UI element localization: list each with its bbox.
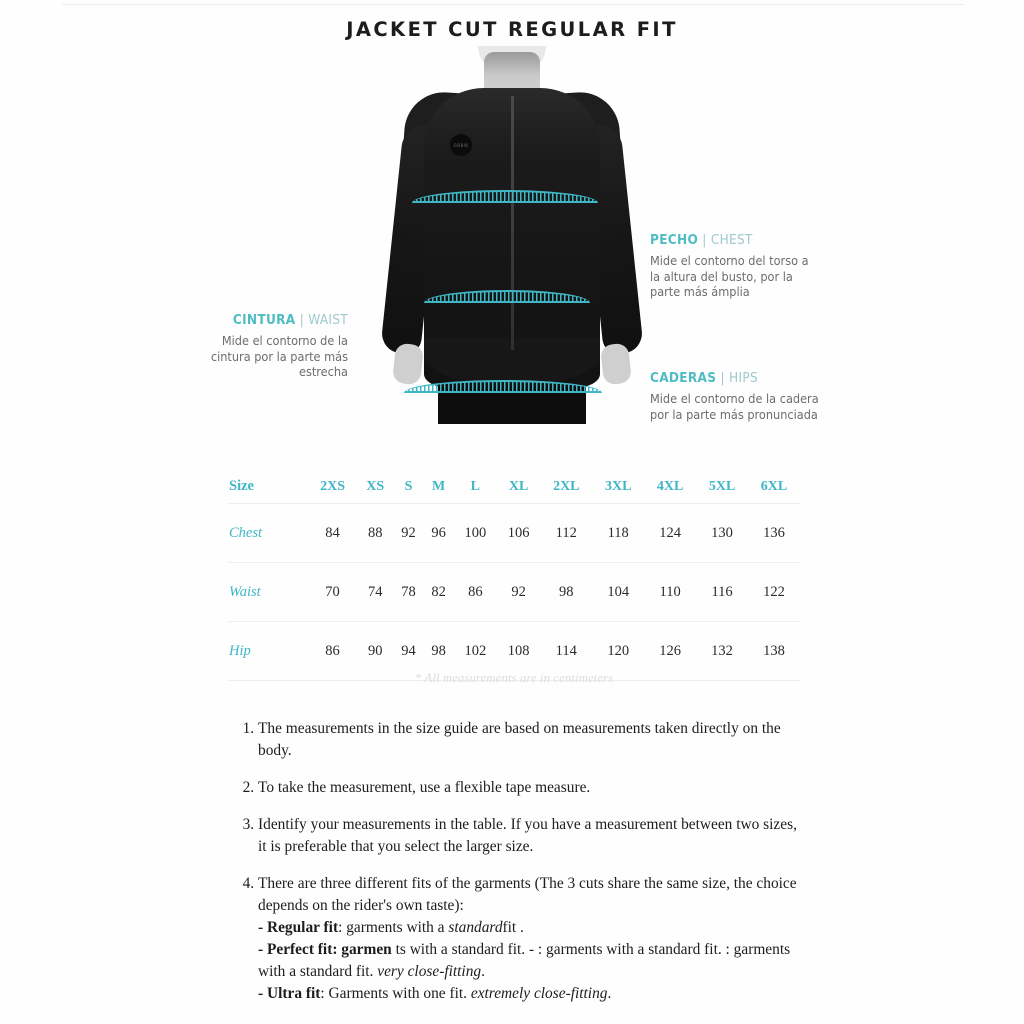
callout-hips-separator: | — [716, 370, 730, 386]
measurement-cell: 104 — [592, 563, 644, 622]
measurement-cell: 98 — [424, 622, 454, 681]
measurement-cell: 112 — [540, 504, 592, 563]
callout-hips-body: Mide el contorno de la cadera por la parte más pronunciada — [650, 391, 819, 422]
callout-waist-label-en: WAIST — [308, 312, 348, 328]
size-column-header: S — [393, 450, 423, 504]
callout-waist-heading — [196, 312, 348, 328]
measurement-cell: 122 — [748, 563, 800, 622]
page-title: JACKET CUT REGULAR FIT — [346, 18, 678, 41]
size-column-header: 4XL — [644, 450, 696, 504]
fit-regular-italic: standard — [448, 919, 503, 936]
measurement-row-label: Waist — [228, 563, 308, 622]
hand-left-shape — [392, 343, 424, 386]
callout-hips-label-es: CADERAS — [650, 370, 717, 386]
size-column-header: 6XL — [748, 450, 800, 504]
brand-logo-icon — [450, 134, 472, 156]
measurement-cell: 78 — [393, 563, 423, 622]
size-column-header: 2XL — [540, 450, 592, 504]
top-divider — [62, 4, 964, 5]
garment-figure — [0, 52, 1024, 424]
size-column-header: L — [454, 450, 497, 504]
measurement-cell: 94 — [393, 622, 423, 681]
callout-chest — [650, 232, 810, 300]
measurement-cell: 132 — [696, 622, 748, 681]
fit-regular-label: - Regular fit — [258, 919, 339, 936]
fits-intro: There are three different fits of the garments (The 3 cuts share the same size, the choice depends on the rider's own taste): — [258, 875, 797, 914]
size-column-header: 5XL — [696, 450, 748, 504]
measurement-row-label: Chest — [228, 504, 308, 563]
zipper-icon — [511, 96, 514, 350]
callout-hips — [650, 370, 820, 422]
size-table-row — [228, 504, 800, 563]
callout-waist-body: Mide el contorno de la cintura por la parte más estrecha — [210, 333, 348, 379]
callout-waist — [196, 312, 348, 380]
size-column-header: XS — [357, 450, 393, 504]
fit-perfect-label: - Perfect fit: garmen — [258, 941, 392, 958]
callout-chest-separator: | — [698, 232, 711, 248]
measurement-cell: 74 — [357, 563, 393, 622]
measurement-cell: 86 — [454, 563, 497, 622]
measurement-cell: 82 — [424, 563, 454, 622]
measurement-cell: 124 — [644, 504, 696, 563]
measurement-cell: 114 — [540, 622, 592, 681]
measurement-cell: 130 — [696, 504, 748, 563]
size-table-row — [228, 563, 800, 622]
table-footnote: * All measurements are in centimeters — [414, 670, 614, 685]
measurement-cell: 136 — [748, 504, 800, 563]
measurement-cell: 88 — [357, 504, 393, 563]
fit-perfect-tail: . — [481, 963, 485, 980]
fit-perfect-body: ts with a standard fit. - : garments with a standard fit. : garments with a standard fit. — [258, 941, 791, 980]
callout-chest-label-es: PECHO — [650, 232, 699, 248]
callout-hips-label-en: HIPS — [729, 370, 758, 386]
size-table-body — [228, 504, 800, 681]
size-column-header: 3XL — [592, 450, 644, 504]
measurement-cell: 106 — [497, 504, 540, 563]
model-illustration — [362, 52, 662, 424]
callout-hips-heading — [650, 370, 820, 386]
measurement-cell: 102 — [454, 622, 497, 681]
instructions-list — [232, 718, 798, 1005]
measurement-cell: 126 — [644, 622, 696, 681]
size-column-header: 2XS — [308, 450, 357, 504]
measurement-cell: 108 — [497, 622, 540, 681]
measurement-cell: 138 — [748, 622, 800, 681]
size-table-head — [228, 450, 800, 504]
fit-regular-mid: : garments with a — [338, 919, 449, 936]
instruction-item: 1. The measurements in the size guide are based on measurements taken directly on the body. — [258, 718, 798, 762]
measurement-cell: 92 — [497, 563, 540, 622]
callout-waist-label-es: CINTURA — [232, 312, 296, 328]
hand-right-shape — [600, 343, 632, 386]
instructions — [232, 718, 798, 1005]
measurement-cell: 110 — [644, 563, 696, 622]
measurement-cell: 96 — [424, 504, 454, 563]
measurement-cell: 86 — [308, 622, 357, 681]
measurement-cell: 90 — [357, 622, 393, 681]
measurement-cell: 120 — [592, 622, 644, 681]
callout-chest-label-en: CHEST — [710, 232, 753, 248]
instruction-item: 2. To take the measurement, use a flexible tape measure. — [258, 777, 798, 799]
brand-logo-text: GOBIK — [453, 142, 469, 148]
measurement-cell: 100 — [454, 504, 497, 563]
callout-chest-heading — [650, 232, 810, 248]
fit-regular-tail: fit . — [502, 919, 524, 936]
fit-ultra — [258, 983, 798, 1005]
size-table-header-row — [228, 450, 800, 504]
fit-ultra-tail: . — [607, 985, 612, 1002]
measurement-cell: 116 — [696, 563, 748, 622]
fit-perfect-italic: very close-fitting — [377, 963, 482, 980]
fit-ultra-mid: : Garments with one fit. — [320, 985, 471, 1002]
fit-ultra-italic: extremely close-fitting — [470, 985, 608, 1002]
measurement-cell: 92 — [393, 504, 423, 563]
callout-waist-separator: | — [295, 312, 309, 328]
fit-regular — [258, 917, 798, 939]
measurement-cell: 84 — [308, 504, 357, 563]
fit-ultra-label: - Ultra fit — [258, 985, 321, 1002]
fit-perfect — [258, 939, 798, 983]
size-column-header: M — [424, 450, 454, 504]
size-column-header: XL — [497, 450, 540, 504]
size-table — [228, 450, 800, 681]
instruction-item-fits — [258, 873, 798, 1005]
callout-chest-body: Mide el contorno del torso a la altura del busto, por la parte más ámplia — [650, 253, 809, 299]
measurement-cell: 70 — [308, 563, 357, 622]
size-table-corner-label: Size — [228, 450, 308, 504]
instruction-item: 3. Identify your measurements in the table. If you have a measurement between two sizes, it is preferable that you select the larger size. — [258, 814, 798, 858]
measurement-cell: 118 — [592, 504, 644, 563]
measurement-cell: 98 — [540, 563, 592, 622]
measurement-row-label: Hip — [228, 622, 308, 681]
